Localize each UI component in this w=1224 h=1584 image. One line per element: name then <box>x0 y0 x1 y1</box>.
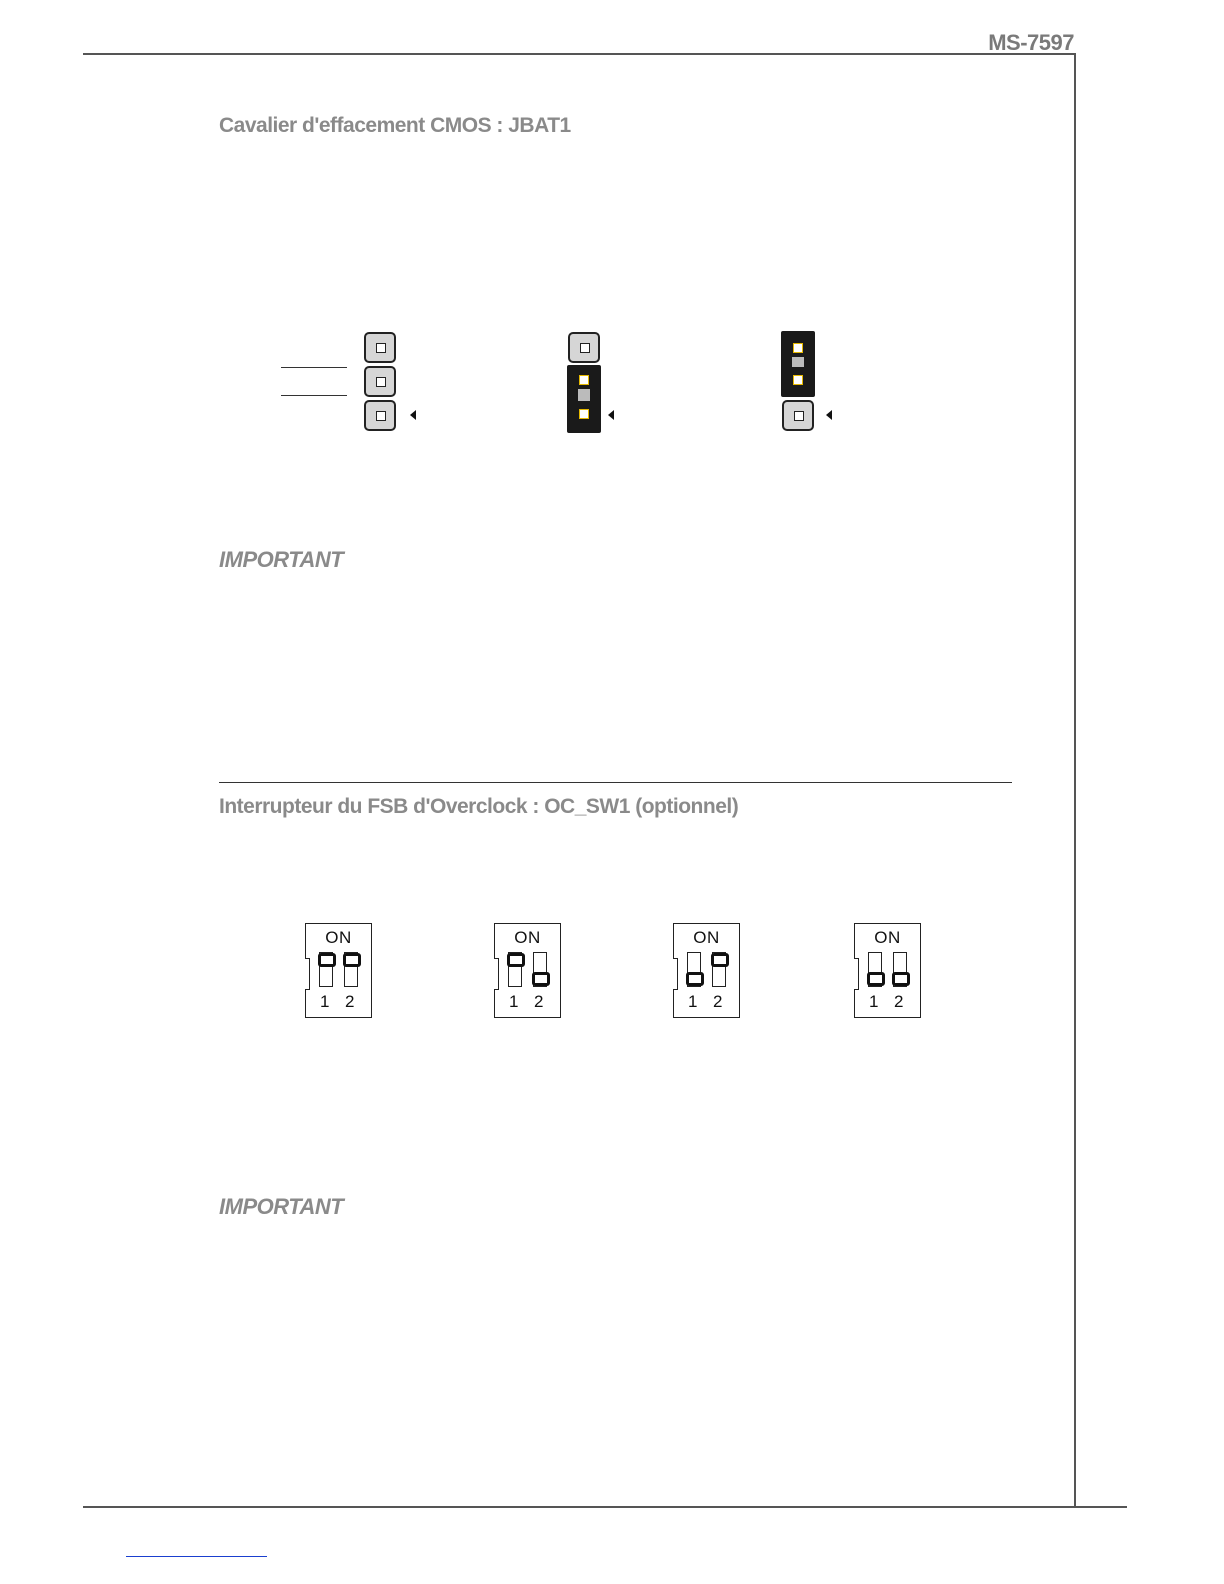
footer-rule <box>83 1506 1127 1508</box>
section-title-jbat1: Cavalier d'effacement CMOS : JBAT1 <box>219 114 571 137</box>
dip-number-1: 1 <box>509 992 519 1011</box>
dip-knob <box>507 953 525 967</box>
dip-number-2: 2 <box>713 992 723 1011</box>
right-margin-rule <box>1074 53 1076 1508</box>
leader-line <box>281 367 347 368</box>
jumper-cap <box>781 331 815 397</box>
dip-knob <box>318 953 336 967</box>
jumper-pin <box>364 400 396 431</box>
pin1-arrow-icon <box>826 410 832 420</box>
important-label: IMPORTANT <box>219 547 344 572</box>
dip-switch-off-on <box>673 923 740 1018</box>
jumper-cap <box>567 365 601 433</box>
section-divider <box>219 782 1012 783</box>
jumper-pin <box>782 400 814 431</box>
dip-switch-on-on <box>305 923 372 1018</box>
dip-on-label: ON <box>874 928 901 947</box>
model-number: MS-7597 <box>988 30 1074 55</box>
pin1-arrow-icon <box>608 410 614 420</box>
dip-switch-off-off <box>854 923 921 1018</box>
dip-number-1: 1 <box>688 992 698 1011</box>
pin1-arrow-icon <box>410 410 416 420</box>
dip-number-2: 2 <box>345 992 355 1011</box>
dip-knob <box>686 972 704 986</box>
dip-number-1: 1 <box>320 992 330 1011</box>
leader-line <box>281 395 347 396</box>
jumper-pin <box>364 366 396 397</box>
dip-knob <box>343 953 361 967</box>
dip-knob <box>867 972 885 986</box>
dip-knob <box>892 972 910 986</box>
dip-on-label: ON <box>693 928 720 947</box>
dip-on-label: ON <box>514 928 541 947</box>
dip-on-label: ON <box>325 928 352 947</box>
dip-switch-on-off <box>494 923 561 1018</box>
dip-number-2: 2 <box>894 992 904 1011</box>
important-label: IMPORTANT <box>219 1194 344 1219</box>
dip-number-1: 1 <box>869 992 879 1011</box>
dip-number-2: 2 <box>534 992 544 1011</box>
section-title-oc-sw1: Interrupteur du FSB d'Overclock : OC_SW1 (optionnel) <box>219 795 739 818</box>
footer-link-underline[interactable] <box>126 1556 267 1557</box>
dip-knob <box>711 953 729 967</box>
dip-knob <box>532 972 550 986</box>
header-rule <box>83 53 1076 55</box>
jumper-pin <box>568 332 600 363</box>
jumper-pin <box>364 332 396 363</box>
